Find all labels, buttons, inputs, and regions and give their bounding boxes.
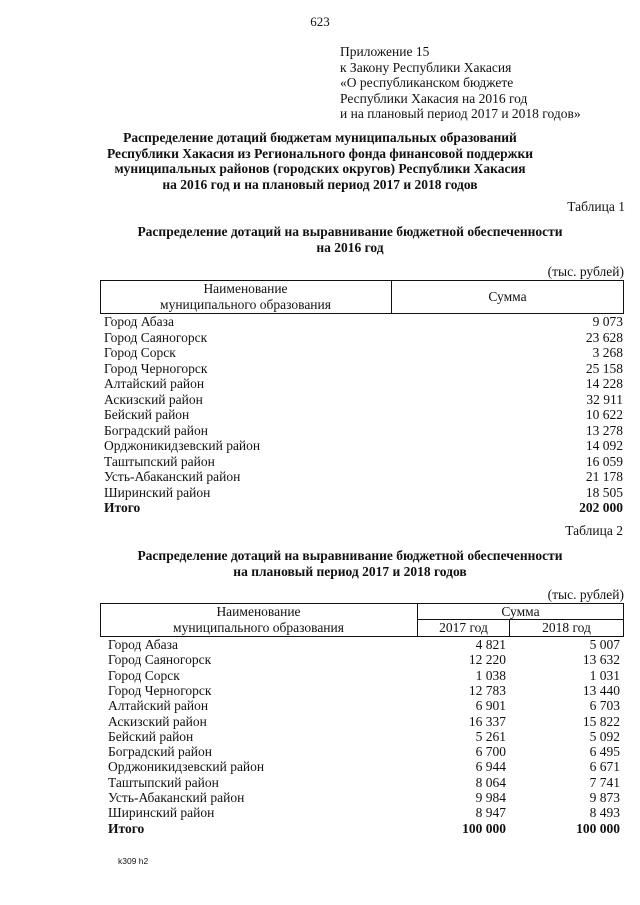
- row-name: Город Черногорск: [108, 682, 212, 698]
- subtitle-line: на плановый период 2017 и 2018 годов: [233, 563, 467, 579]
- subtitle-line: Распределение дотаций на выравнивание бюджетной обеспеченности: [137, 548, 563, 563]
- row-name: Город Абаза: [108, 637, 178, 652]
- row-value: 10 622: [585, 407, 623, 422]
- subtitle-line: на 2016 год: [316, 239, 384, 255]
- row-value-2018: 9 873: [589, 790, 620, 805]
- header-line: Наименование: [203, 281, 288, 296]
- row-value-2017: 8 064: [475, 774, 506, 790]
- row-value-2017: 5 261: [475, 728, 506, 744]
- table-row: [108, 744, 620, 760]
- row-value-2017: 6 901: [475, 698, 506, 714]
- row-value-2018: 6 495: [589, 744, 620, 760]
- row-value: 14 092: [585, 438, 623, 453]
- table2-header-name: [100, 604, 417, 635]
- table1-label: Таблица 1: [567, 199, 625, 214]
- row-value-2017: 4 821: [475, 637, 506, 652]
- total-value-2018: 100 000: [576, 820, 620, 836]
- table-row: [108, 790, 620, 806]
- appendix-line: к Закону Республики Хакасия: [340, 59, 512, 75]
- page-number: 623: [310, 14, 330, 29]
- appendix-line: Приложение 15: [340, 44, 430, 59]
- title-line: Распределение дотаций бюджетам муниципальных образований: [123, 130, 517, 145]
- row-value-2018: 1 031: [589, 667, 620, 683]
- row-name: Итого: [108, 820, 145, 836]
- row-value-2018: 8 493: [589, 805, 620, 821]
- row-name: Итого: [104, 500, 141, 515]
- row-name: Орджоникидзевский район: [104, 438, 261, 453]
- row-value-2018: 6 703: [589, 698, 620, 714]
- row-value-2017: 1 038: [475, 667, 506, 683]
- row-value-2017: 12 783: [468, 682, 506, 698]
- row-value: 16 059: [585, 453, 623, 469]
- row-value-2018: 5 007: [589, 637, 620, 652]
- row-name: Город Сорск: [108, 667, 180, 683]
- table-row: [108, 683, 620, 699]
- table1-header-sum: Сумма: [488, 289, 527, 304]
- row-name: Аскизский район: [108, 713, 207, 729]
- row-value-2018: 6 671: [589, 759, 620, 775]
- row-name: Аскизский район: [104, 391, 203, 407]
- row-value: 25 158: [585, 360, 623, 376]
- table2-label: Таблица 2: [565, 523, 623, 538]
- row-name: Город Абаза: [104, 314, 174, 329]
- row-value: 14 228: [585, 376, 623, 391]
- row-name: Алтайский район: [108, 698, 209, 714]
- row-name: Алтайский район: [104, 376, 205, 391]
- table-row: [108, 775, 620, 791]
- row-name: Город Черногорск: [104, 360, 208, 376]
- table2-header-2017: 2017 год: [439, 620, 488, 635]
- table-border: [623, 603, 624, 637]
- table-row: [108, 729, 620, 745]
- total-value-2017: 100 000: [462, 820, 506, 836]
- row-name: Орджоникидзевский район: [108, 759, 265, 775]
- row-value: 3 268: [592, 345, 623, 360]
- title-line: Республики Хакасия из Регионального фонда финансовой поддержки: [106, 145, 534, 161]
- row-name: Усть-Абаканский район: [104, 469, 241, 484]
- title-line: на 2016 год и на плановый период 2017 и 2018 годов: [162, 176, 478, 192]
- table-row: [108, 698, 620, 714]
- appendix-line: и на плановый период 2017 и 2018 годов»: [340, 106, 581, 121]
- row-value: 21 178: [585, 469, 623, 484]
- row-value-2017: 9 984: [475, 790, 506, 805]
- subtitle-line: Распределение дотаций на выравнивание бюджетной обеспеченности: [137, 224, 563, 239]
- row-value: 18 505: [585, 484, 623, 500]
- appendix-line: «О республиканском бюджете: [340, 75, 514, 90]
- row-name: Ширинский район: [104, 484, 211, 500]
- row-value-2018: 13 440: [582, 682, 620, 698]
- row-value: 32 911: [586, 391, 623, 407]
- row-value: 23 628: [585, 329, 623, 345]
- row-name: Город Сорск: [104, 345, 176, 360]
- row-value: 9 073: [592, 314, 623, 329]
- row-name: Бейский район: [104, 407, 190, 422]
- table2-unit: (тыс. рублей): [547, 587, 624, 602]
- row-value-2018: 15 822: [582, 713, 620, 729]
- row-name: Таштыпский район: [104, 453, 215, 469]
- title-line: муниципальных районов (городских округов) Республики Хакасия: [114, 161, 526, 176]
- header-line: муниципального образования: [173, 619, 344, 635]
- row-name: Бейский район: [108, 728, 194, 744]
- row-value-2018: 13 632: [582, 652, 620, 668]
- row-name: Город Саяногорск: [108, 652, 212, 668]
- row-value-2017: 6 944: [475, 759, 506, 775]
- row-value-2017: 8 947: [475, 805, 506, 821]
- row-name: Таштыпский район: [108, 774, 219, 790]
- table2-header-2018: 2018 год: [542, 620, 591, 635]
- table1-unit: (тыс. рублей): [547, 264, 624, 279]
- table-row: [108, 637, 620, 653]
- total-value: 202 000: [579, 500, 623, 515]
- table-row: [108, 805, 620, 821]
- row-value-2017: 16 337: [468, 713, 506, 729]
- row-value-2018: 7 741: [589, 774, 620, 790]
- header-line: муниципального образования: [160, 296, 331, 312]
- table-total-row: [108, 821, 620, 837]
- row-name: Усть-Абаканский район: [108, 790, 245, 805]
- row-value-2017: 6 700: [475, 744, 506, 760]
- table-row: [108, 714, 620, 730]
- table2-header-sum: Сумма: [501, 604, 540, 619]
- row-name: Боградский район: [104, 422, 208, 438]
- row-name: Боградский район: [108, 744, 212, 760]
- row-value-2017: 12 220: [468, 652, 506, 668]
- row-name: Ширинский район: [108, 805, 215, 821]
- appendix-line: Республики Хакасия на 2016 год: [340, 90, 528, 106]
- row-name: Город Саяногорск: [104, 329, 208, 345]
- footer-code: k309 h2: [118, 856, 149, 866]
- table-row: [108, 652, 620, 668]
- table-row: [108, 759, 620, 775]
- table-row: [108, 668, 620, 684]
- row-value-2018: 5 092: [589, 728, 620, 744]
- header-line: Наименование: [216, 604, 301, 619]
- row-value: 13 278: [585, 422, 623, 438]
